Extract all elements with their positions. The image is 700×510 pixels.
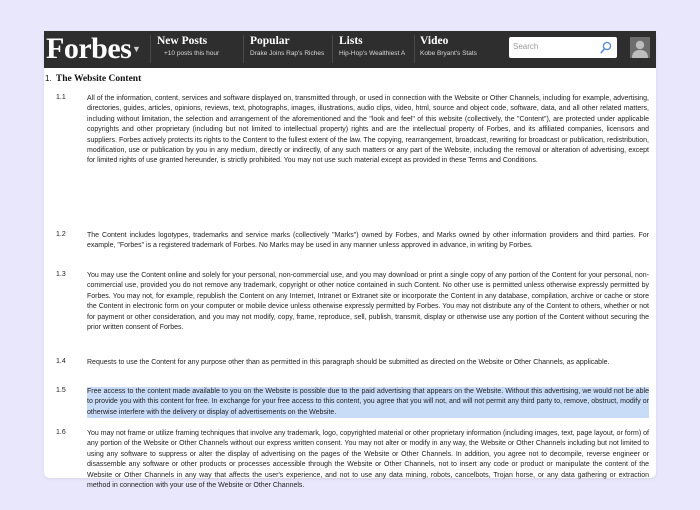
clause-text-selected[interactable]: Free access to the content made available to you on the Website is possible due to the paid advertising that appears on the Website. Without this advertising, we would not be able to provide you with this content for free. In exchange for your free access to this content, you agree that you will not, and will not permit any third party to, remove, obstruct, modify or otherwise interfere with the delivery or display of advertisements on the Website. <box>87 387 649 418</box>
nav-title: Video <box>420 35 449 47</box>
search-box[interactable] <box>509 37 617 58</box>
nav-subtitle: Hip-Hop's Wealthiest A <box>339 50 406 57</box>
logo-dropdown-icon[interactable]: ▼ <box>132 44 141 54</box>
search-icon[interactable] <box>600 41 612 54</box>
nav-subtitle: Drake Joins Rap's Riches <box>250 50 325 57</box>
clause-number: 1.1 <box>56 94 66 101</box>
nav-title: Lists <box>339 35 363 47</box>
user-silhouette-icon <box>630 37 650 58</box>
forbes-logo[interactable]: Forbes <box>46 32 132 65</box>
clause-text: All of the information, content, services and software displayed on, transmitted through, or used in connection with the Website or Other Channels, including for example, advertising, directories, guides, articles, opinions, reviews, text, photographs, images, illustrations, audio clips, video, html, source and object code, software, data, and all other related matters, including without limitation, the selection and arrangement of the aforementioned and the "look and feel" of this website (collectively, the "Content"), are protected under applicable copyrights and other proprietary (including but not limited to intellectual property) rights and are the intellectual property of Forbes, and its affiliated companies, licensors and suppliers. Forbes actively protects its rights to the Content to the fullest extent of the law. The copying, rearrangement, broadcast, rewriting for broadcast or publication, redistribution, modification, use or publication by you in any medium, directly or indirectly, of any such matters or any part of the Website, including the removal or alteration of advertising, except for limited rights of use granted hereunder, is strictly prohibited. You may not use such material except as provided in these Terms and Conditions. <box>87 95 649 165</box>
section-heading <box>45 74 141 84</box>
browser-window <box>44 31 656 490</box>
clause-text: The Content includes logotypes, trademarks and service marks (collectively "Marks") owned by Forbes, and Marks owned by other information providers and third parties. For example, "Forbes" is a registered trademark of Forbes. No Marks may be used in any manner unless approved in advance, in writing by Forbes. <box>87 232 649 250</box>
nav-divider <box>414 35 415 63</box>
nav-popular[interactable] <box>250 35 332 57</box>
nav-lists[interactable] <box>339 35 413 57</box>
clause-number: 1.3 <box>56 271 66 278</box>
nav-new-posts[interactable] <box>157 35 239 57</box>
nav-title: Popular <box>250 35 290 47</box>
nav-subtitle: +10 posts this hour <box>164 50 220 57</box>
nav-divider <box>150 35 151 63</box>
section-number: 1. <box>45 74 52 83</box>
nav-subtitle: Kobe Bryant's Stats <box>420 50 477 57</box>
nav-divider <box>243 35 244 63</box>
nav-video[interactable] <box>420 35 504 57</box>
clause-text: You may not frame or utilize framing techniques that involve any trademark, logo, copyrighted material or other proprietary information (including images, text, page layout, or form) of any portion of the Website or Other Channels without our express written consent. You may not alter or modify in any way, the Website or Other Channels including but not limited to using any software to suppress or alter the display of advertising on the pages of the Website or Other Channels. In addition, you agree not to decompile, reverse engineer or disassemble any software or other products or processes accessible through the Website or Other Channels, not to insert any code or product or manipulate the content of the Website or Other Channels in any way that affects the user's experience, and not to use any data mining, robots, cancelbots, Trojan horse, or any data gathering or extraction method in connection with your use of the Website or Other Channels. <box>87 430 649 490</box>
clause-number: 1.6 <box>56 429 66 436</box>
nav-divider <box>332 35 333 63</box>
search-input[interactable] <box>513 42 597 51</box>
section-title: The Website Content <box>55 74 142 84</box>
nav-title: New Posts <box>157 35 208 47</box>
site-header <box>44 31 656 68</box>
clause-number: 1.4 <box>56 358 66 365</box>
clause-number: 1.5 <box>56 387 66 394</box>
user-avatar[interactable] <box>630 37 650 58</box>
clause-number: 1.2 <box>56 231 66 238</box>
clause-text: Requests to use the Content for any purpose other than as permitted in this paragraph should be submitted as directed on the Website or Other Channels, as applicable. <box>87 359 610 366</box>
clause-text: You may use the Content online and solely for your personal, non-commercial use, and you may download or print a single copy of any portion of the Content for your personal, non-commercial use, provided you do not remove any trademark, copyright or other notice contained in such Content. No other use is permitted unless otherwise expressly permitted by Forbes. You may not, for example, republish the Content on any Internet, Intranet or Extranet site or incorporate the Content in any database, compilation, archive or cache or store the Content in electronic form on your computer or mobile device unless otherwise expressly permitted by Forbes. You may not distribute any of the Content to others, whether or not for payment or other consideration, and you may not modify, copy, frame, reproduce, sell, publish, transmit, display or otherwise use any portion of the Content without securing the prior written consent of Forbes. <box>87 272 649 332</box>
